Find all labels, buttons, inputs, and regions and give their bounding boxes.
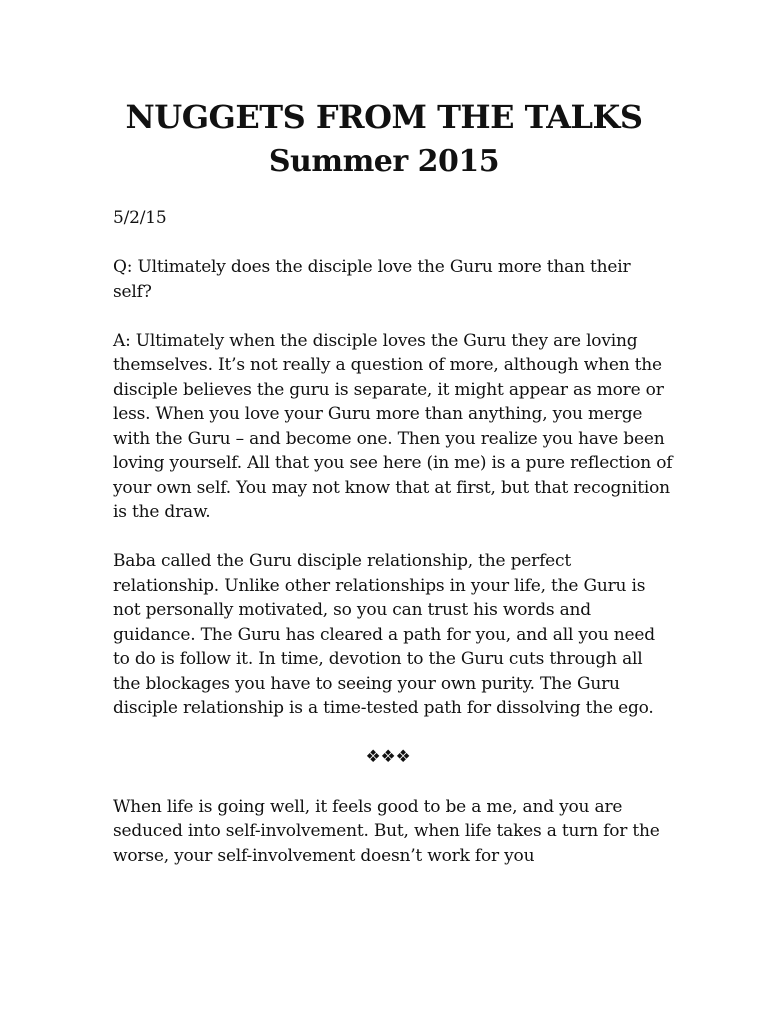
document-body	[113, 206, 673, 893]
baba-paragraph: Baba called the Guru disciple relationship, the perfect relationship. Unlike other relationships in your life, the Guru is not personally motivated, so you can trust his words and guidance. The Guru has cleared a path for you, and all you need to do is follow it. In time, devotion to the Guru cuts through all the blockages you have to seeing your own purity. The Guru disciple relationship is a time-tested path for dissolving the ego.	[113, 551, 655, 718]
life-paragraph: When life is going well, it feels good to be a me, and you are seduced into self-involvement. But, when life takes a turn for the worse, your self-involvement doesn’t work for you	[113, 796, 660, 866]
talk-date: 5/2/15	[113, 208, 167, 228]
document-title: NUGGETS FROM THE TALKS	[125, 98, 643, 136]
answer-paragraph: A: Ultimately when the disciple loves the Guru they are loving themselves. It’s not really a question of more, although when the disciple believes the guru is separate, it might appear as more or less. When you love your Guru more than anything, you merge with the Guru – and become one. Then you realize you have been loving yourself. All that you see here (in me) is a pure reflection of your own self. You may not know that at first, but that recognition is the draw.	[113, 330, 673, 522]
question-paragraph: Q: Ultimately does the disciple love the Guru more than their self?	[113, 257, 631, 302]
section-separator-icon: ❖❖❖	[365, 747, 411, 767]
document-subtitle: Summer 2015	[268, 144, 500, 179]
